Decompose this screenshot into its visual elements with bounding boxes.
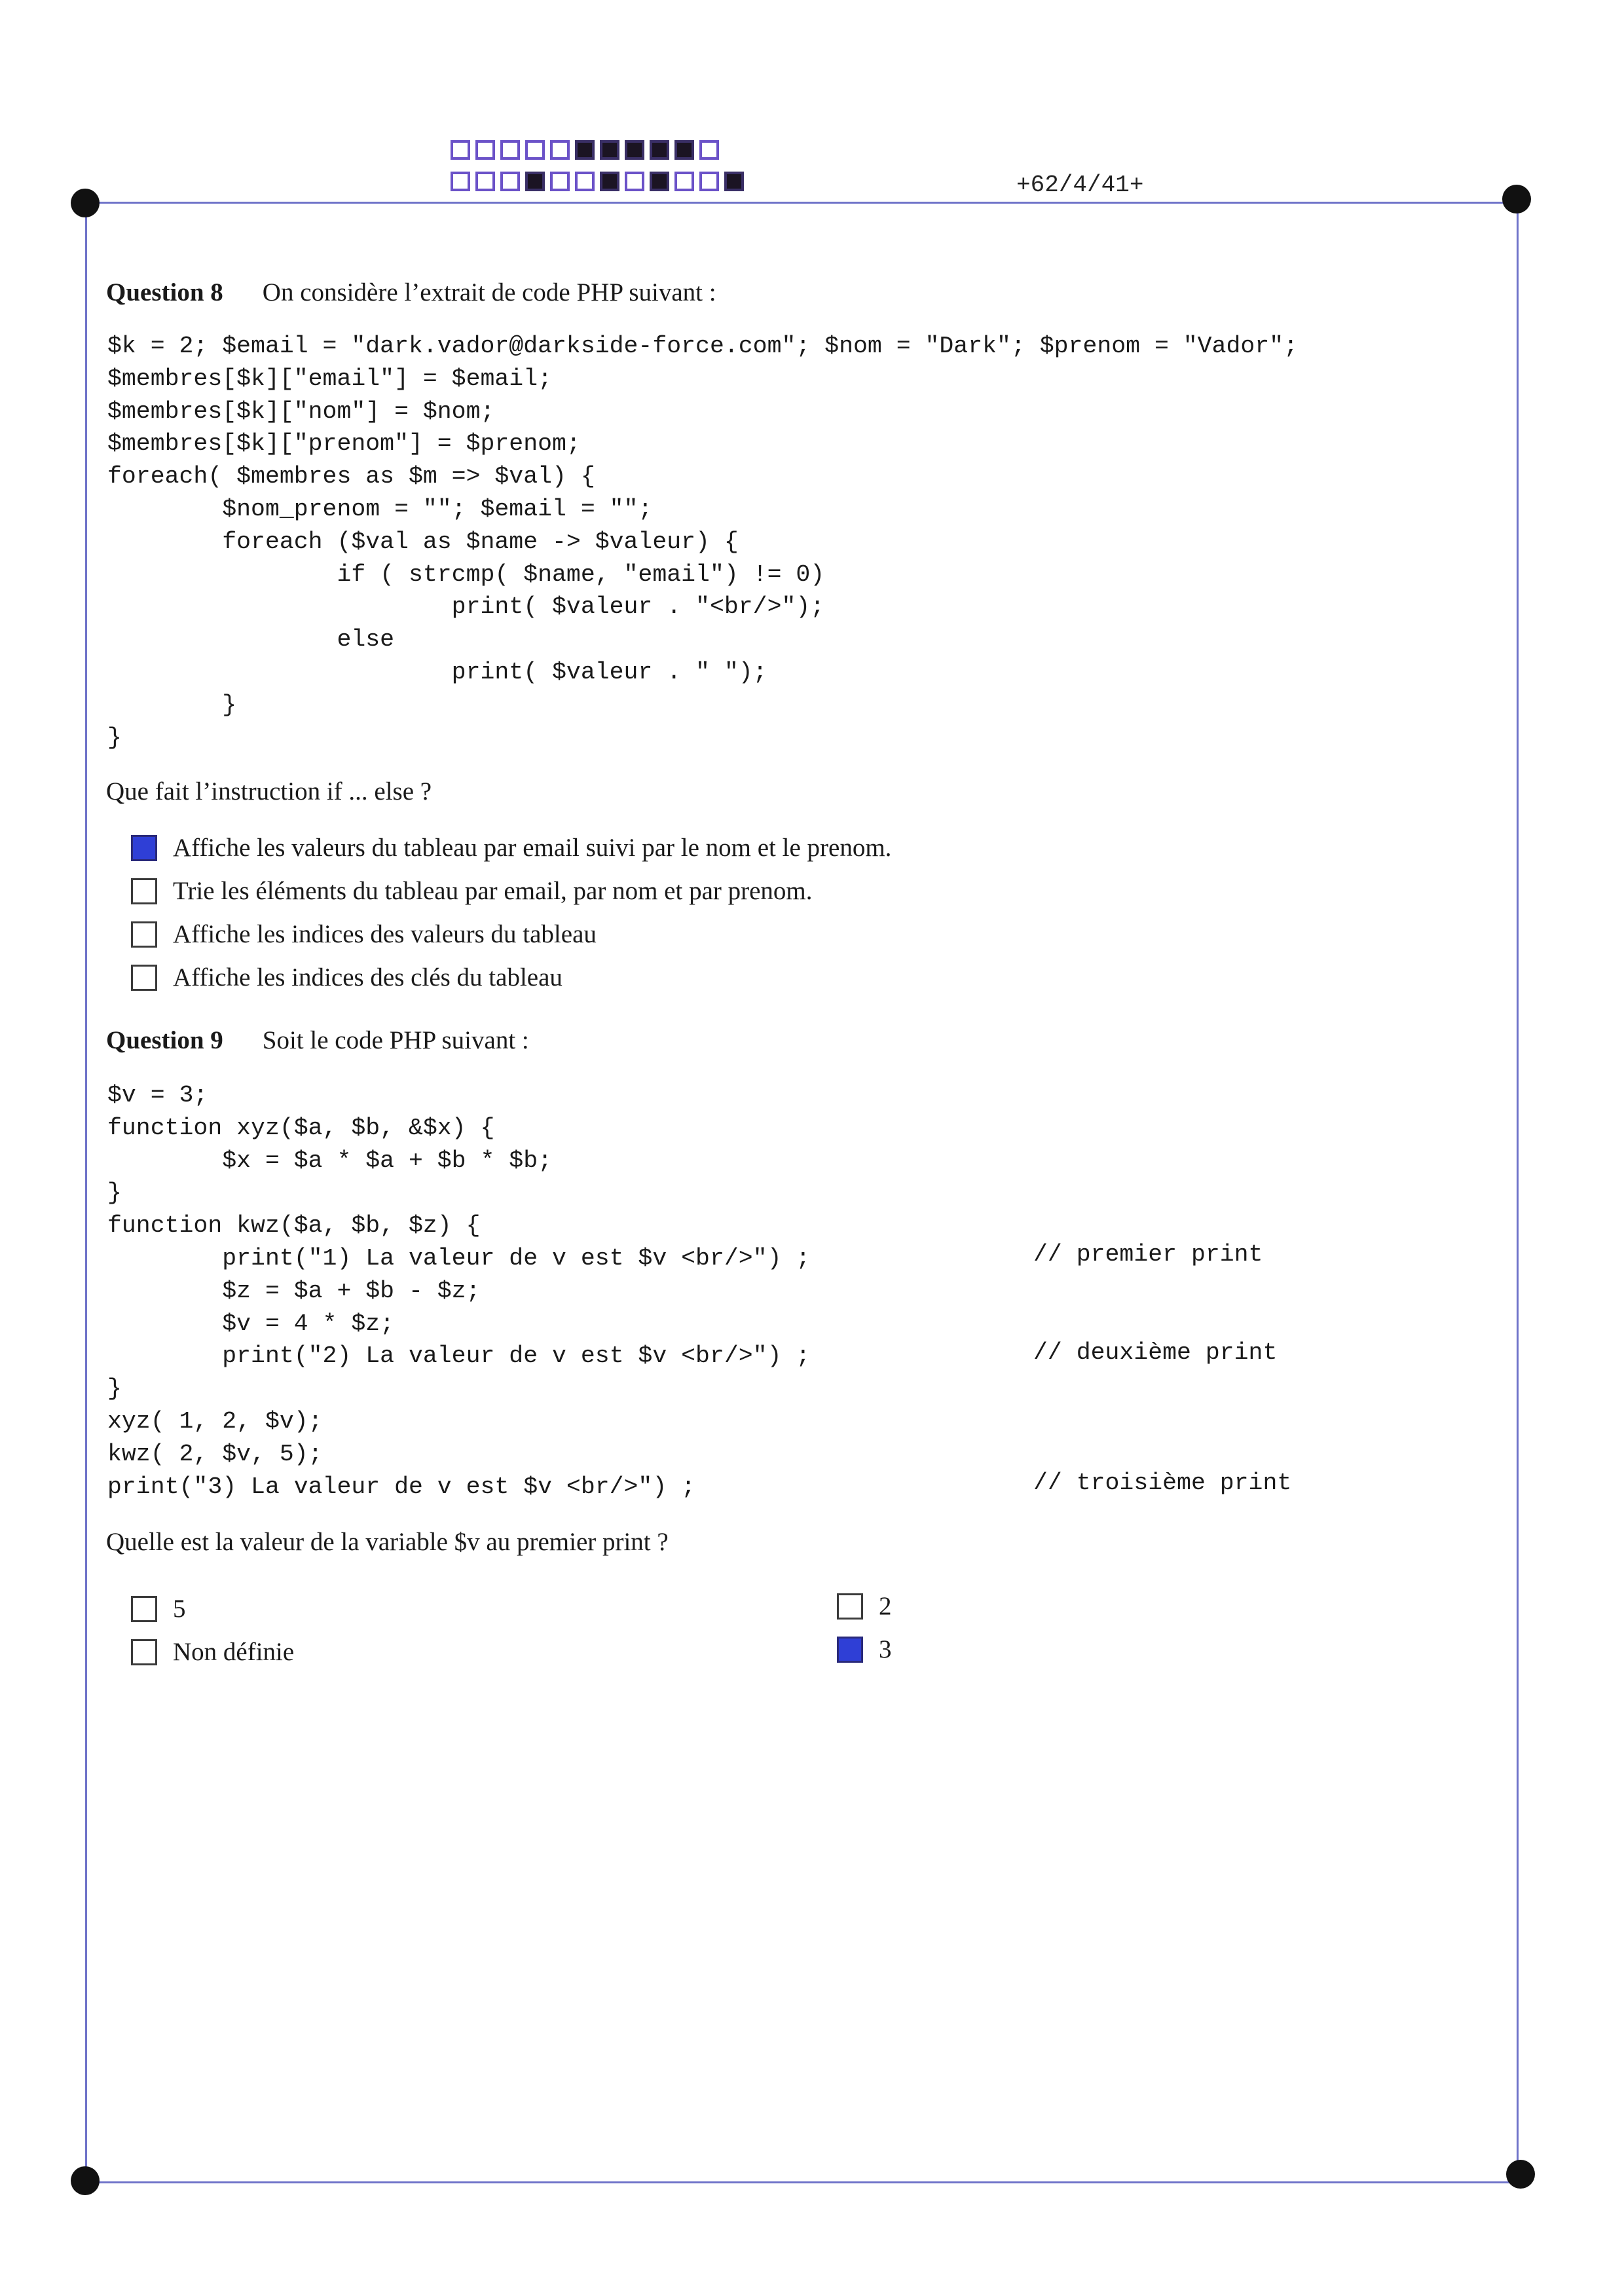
question-9-heading — [106, 1026, 529, 1055]
q9-answer-2-checkbox[interactable] — [131, 1639, 157, 1665]
code-row-1-cell — [451, 140, 470, 160]
code-row-2-cell — [525, 172, 545, 191]
q8-answer-2-checkbox[interactable] — [131, 878, 157, 904]
page-code-row-1 — [451, 140, 719, 160]
code-row-2-cell — [550, 172, 570, 191]
corner-mark-bottom-left — [71, 2166, 100, 2195]
code-row-2-cell — [699, 172, 719, 191]
q9-answer-3-checkbox[interactable] — [837, 1593, 863, 1620]
question-8-intro: On considère l’extrait de code PHP suivant : — [262, 278, 716, 306]
page-code-row-2 — [451, 172, 744, 191]
q9-answer-3-label: 2 — [879, 1592, 892, 1620]
q9-answer-4-label: 3 — [879, 1635, 892, 1663]
frame-right-line — [1517, 202, 1519, 2183]
question-9-comment-3: // troisième print — [1033, 1470, 1292, 1496]
question-9-prompt: Quelle est la valeur de la variable $v au premier print ? — [106, 1528, 669, 1556]
code-row-1-cell — [525, 140, 545, 160]
q8-answer-3[interactable] — [131, 919, 597, 949]
question-8-prompt: Que fait l’instruction if ... else ? — [106, 777, 432, 805]
corner-mark-top-right — [1502, 185, 1531, 213]
code-row-2-cell — [600, 172, 619, 191]
q8-answer-2-label: Trie les éléments du tableau par email, par nom et par prenom. — [173, 877, 813, 905]
code-row-2-cell — [625, 172, 644, 191]
q9-answer-1-label: 5 — [173, 1595, 186, 1623]
code-row-2-cell — [500, 172, 520, 191]
q8-answer-1-label: Affiche les valeurs du tableau par email suivi par le nom et le prenom. — [173, 834, 892, 862]
q8-answer-4[interactable] — [131, 963, 563, 992]
q9-answer-1[interactable] — [131, 1594, 186, 1623]
code-row-2-cell — [575, 172, 595, 191]
code-row-1-cell — [475, 140, 495, 160]
q8-answer-4-label: Affiche les indices des clés du tableau — [173, 963, 563, 991]
q9-answer-2[interactable] — [131, 1637, 294, 1667]
q9-answer-2-label: Non définie — [173, 1638, 295, 1666]
frame-top-line — [85, 202, 1518, 204]
code-row-1-cell — [674, 140, 694, 160]
code-row-1-cell — [650, 140, 669, 160]
code-row-1-cell — [600, 140, 619, 160]
frame-bottom-line — [85, 2181, 1526, 2183]
code-row-2-cell — [650, 172, 669, 191]
question-8-heading — [106, 278, 716, 307]
question-8-label: Question 8 — [106, 278, 223, 306]
code-row-2-cell — [674, 172, 694, 191]
q8-answer-3-label: Affiche les indices des valeurs du tableau — [173, 920, 597, 948]
q9-answer-4-checkbox[interactable] — [837, 1637, 863, 1663]
code-row-1-cell — [550, 140, 570, 160]
question-9-comment-2: // deuxième print — [1033, 1339, 1278, 1366]
page-id: +62/4/41+ — [1016, 172, 1144, 198]
code-row-1-cell — [625, 140, 644, 160]
code-row-2-cell — [724, 172, 744, 191]
code-row-1-cell — [699, 140, 719, 160]
q8-answer-1[interactable] — [131, 833, 891, 862]
code-row-2-cell — [475, 172, 495, 191]
q9-answer-1-checkbox[interactable] — [131, 1596, 157, 1622]
question-8-code: $k = 2; $email = "dark.vador@darkside-force.com"; $nom = "Dark"; $prenom = "Vador"; $membres[$k]["email"] = $email; $membres[$k]["nom"] = $nom; $membres[$k]["prenom"] = $prenom; foreach( $membres as $m => $val) { $nom_prenom = ""; $email = ""; foreach ($val as $name -> $valeur) { if ( strcmp( $name, "email") != 0) print( $valeur . "<br/>"); else print( $valeur . " "); } } — [107, 333, 1298, 751]
q8-answer-1-checkbox[interactable] — [131, 835, 157, 861]
q8-answer-2[interactable] — [131, 876, 813, 906]
question-9-comment-1: // premier print — [1033, 1241, 1263, 1268]
frame-left-line — [85, 202, 87, 2183]
q8-answer-3-checkbox[interactable] — [131, 921, 157, 948]
q9-answer-4[interactable] — [837, 1635, 892, 1664]
question-9-code: $v = 3; function xyz($a, $b, &$x) { $x = $a * $a + $b * $b; } function kwz($a, $b, $z) { print("1) La valeur de v est $v <br/>") ; $z = $a + $b - $z; $v = 4 * $z; print("2) La valeur de v est $v <br/>") ; } xyz( 1, 2, $v); kwz( 2, $v, 5); print("3) La valeur de v est $v <br/>") ; — [107, 1082, 811, 1500]
corner-mark-top-left — [71, 189, 100, 217]
code-row-1-cell — [500, 140, 520, 160]
question-9-label: Question 9 — [106, 1026, 223, 1054]
code-row-1-cell — [575, 140, 595, 160]
corner-mark-bottom-right — [1506, 2160, 1535, 2189]
question-9-intro: Soit le code PHP suivant : — [262, 1026, 529, 1054]
q9-answer-3[interactable] — [837, 1591, 892, 1621]
code-row-2-cell — [451, 172, 470, 191]
q8-answer-4-checkbox[interactable] — [131, 965, 157, 991]
